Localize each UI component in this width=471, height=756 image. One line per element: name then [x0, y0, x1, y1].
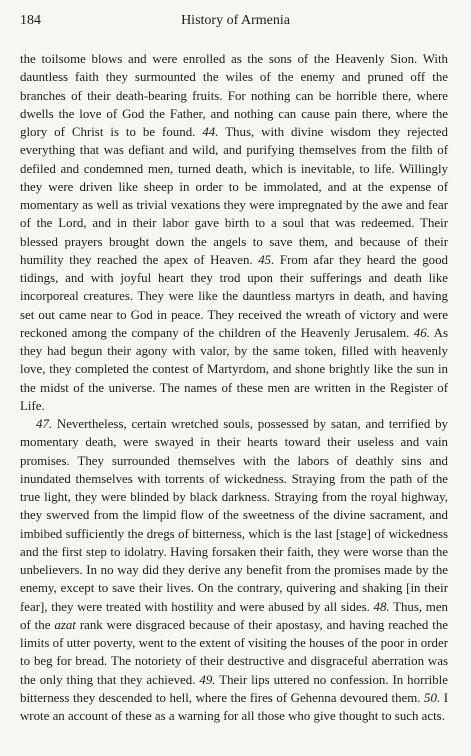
paragraph	[20, 50, 448, 415]
italic-text-run: azat	[54, 617, 76, 632]
paragraph	[20, 415, 448, 725]
text-run: I wrote an account of these as a warning for all those who give thought to such acts.	[20, 690, 449, 723]
italic-text-run: 50.	[424, 690, 441, 705]
page-number: 184	[20, 13, 41, 28]
text-run: the toilsome blows and were enrolled as the sons of the Heavenly Sion. With dauntless faith they surmounted the wiles of the enemy and pruned off the branches of their death-bearing fruits. For nothing can be horrible there, where dwells the love of God the Father, and nothing can cause pain there, where the glory of Christ is to be found.	[20, 52, 448, 139]
text-run: Their lips uttered no confession. In horrible bitterness they descended to hell, where the fires of Gehenna devoured them.	[20, 672, 448, 705]
text-run: From afar they heard the good tidings, and with joyful heart they trod upon their sufferings and death like incorporeal creatures. They were like the dauntless martyrs in death, and having set out came near to God in peace. They received the wreath of victory and were reckoned among the company of the children of the Heavenly Jerusalem.	[20, 252, 448, 340]
text-run: Thus, with divine wisdom they rejected everything that was defiant and wild, and purifying themselves from the filth of defiled and condemned men, turned death, which is inevitable, to life. Willingly they were driven like sheep in order to be immolated, and at the expense of momentary as well as trivial vexations they were impregnated by the awe and fear of the Lord, and in their labor gave birth to a soul that was redeemed. Their blessed prayers brought down the angels to save them, and because of their humility they reached the apex of Heaven.	[20, 125, 448, 267]
text-run: Nevertheless, certain wretched souls, possessed by satan, and terrified by momentary death, were swayed in their hearts toward their useless and vain promises. They surrounded themselves with the labors of deathly sins and inundated themselves with torrents of wickedness. Straying from the path of the true light, they were blinded by black darkness. Straying from the royal highway, they swerved from the limpid flow of the sweetness of the divine sacrament, and imbibed sufficiently the dregs of bitterness, which is the last [stage] of wickedness and the first step to idolatry. Having forsaken their faith, they were worse than the unbelievers. In no way did they derive any benefit from the promises made by the enemy, except to save their lives. On the contrary, quivering and shaking [in their fear], they were treated with hostility and were abused by all sides.	[20, 417, 448, 614]
page-header	[20, 13, 451, 33]
body-text	[20, 50, 448, 725]
text-run: Thus, men of the	[20, 599, 448, 632]
italic-text-run: 44.	[202, 125, 219, 139]
text-run: rank were disgraced because of their apostasy, and having reached the limits of utter poverty, went to the extent of visiting the houses of the poor in order to beg for bread. The notoriety of their destructive and disgraceful aberration was the only thing that they achieved.	[20, 617, 448, 687]
italic-text-run: 47.	[36, 417, 53, 431]
text-run: As they had begun their agony with valor, by the same token, filled with heavenly love, they completed the contest of Martyrdom, and shone brightly like the sun in the midst of the universe. The names of these men are written in the Register of Life.	[20, 325, 448, 413]
italic-text-run: 49.	[199, 672, 216, 687]
italic-text-run: 46.	[413, 325, 430, 340]
italic-text-run: 48.	[373, 599, 390, 614]
italic-text-run: 45.	[258, 252, 275, 267]
running-title: History of Armenia	[181, 13, 290, 28]
